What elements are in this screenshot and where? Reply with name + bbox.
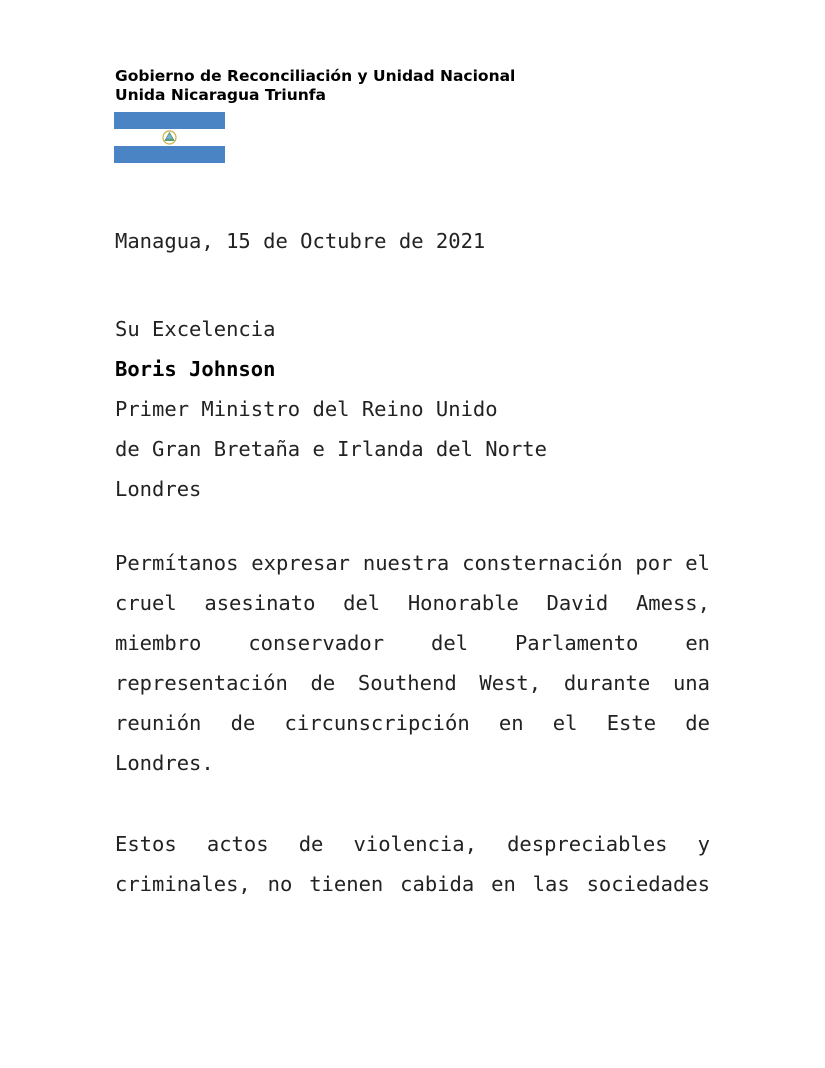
letterhead-slogan: Unida Nicaragua Triunfa xyxy=(115,86,327,104)
letterhead-government-name: Gobierno de Reconciliación y Unidad Nacional xyxy=(115,67,516,85)
addressee-title-line1: Primer Ministro del Reino Unido xyxy=(115,397,498,421)
addressee-salutation: Su Excelencia xyxy=(115,317,276,341)
addressee-title-line2: de Gran Bretaña e Irlanda del Norte xyxy=(115,437,547,461)
addressee-name: Boris Johnson xyxy=(115,357,276,381)
body-paragraph-2: Estos actos de violencia, despreciables y criminales, no tienen cabida en las sociedades xyxy=(115,832,710,896)
letterhead xyxy=(115,67,515,105)
nicaragua-flag-icon xyxy=(114,112,225,163)
body-paragraph-1: Permítanos expresar nuestra consternación por el cruel asesinato del Honorable David Amess, miembro conservador del Parlamento en representación de Southend West, durante una reunión de circunscripción en el Este de Londres. xyxy=(115,551,710,775)
letter-date: Managua, 15 de Octubre de 2021 xyxy=(115,229,486,253)
addressee-city: Londres xyxy=(115,477,202,501)
addressee-block xyxy=(115,309,547,509)
